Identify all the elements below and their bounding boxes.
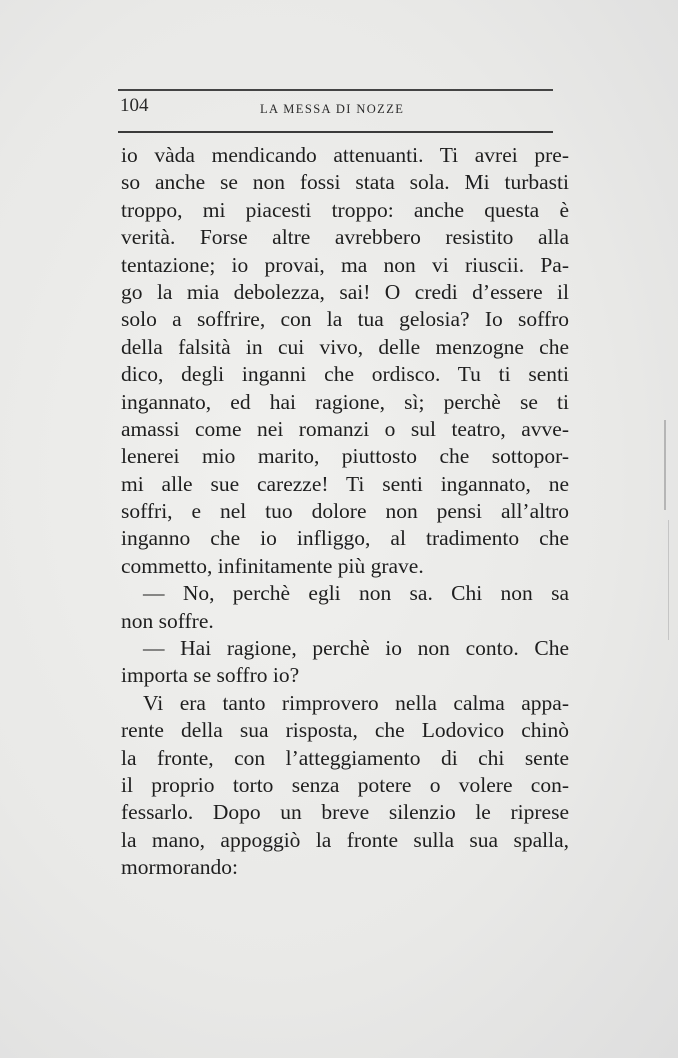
- text-line: — No, perchè egli non sa. Chi non sa: [143, 581, 569, 606]
- text-line: commetto, infinitamente più grave.: [121, 553, 424, 578]
- text-line: io vàda mendicando attenuanti. Ti avrei pre-: [121, 143, 569, 167]
- text-line: dico, degli inganni che ordisco. Tu ti senti: [121, 362, 569, 387]
- text-line: fessarlo. Dopo un breve silenzio le riprese: [121, 800, 569, 825]
- text-line: la fronte, con l’atteggiamento di chi sente: [121, 745, 569, 770]
- page-edge-shadow: [668, 520, 669, 640]
- text-line: soffri, e nel tuo dolore non pensi all’altro: [121, 499, 569, 524]
- text-line: Vi era tanto rimprovero nella calma appa-: [143, 690, 569, 715]
- body-text: [121, 142, 569, 882]
- running-header: [118, 93, 553, 123]
- text-line: mormorando:: [121, 855, 239, 880]
- text-line: lenerei mio marito, piuttosto che sottopor-: [121, 444, 569, 469]
- text-line: della falsità in cui vivo, delle menzogne che: [121, 334, 569, 359]
- text-line: solo a soffrire, con la tua gelosia? Io soffro: [121, 307, 569, 332]
- text-line: so anche se non fossi stata sola. Mi turbasti: [121, 170, 569, 195]
- text-line: rente della sua risposta, che Lodovico chinò: [121, 718, 569, 743]
- text-line: amassi come nei romanzi o sul teatro, avve-: [121, 416, 569, 441]
- page-number: 104: [120, 95, 149, 116]
- page-edge-shadow: [664, 420, 666, 510]
- text-line: ingannato, ed hai ragione, sì; perchè se ti: [121, 389, 569, 414]
- text-line: — Hai ragione, perchè io non conto. Che: [143, 636, 569, 661]
- text-line: mi alle sue carezze! Ti senti ingannato, ne: [121, 471, 569, 496]
- text-line: troppo, mi piacesti troppo: anche questa è: [121, 197, 569, 222]
- text-line: inganno che io infliggo, al tradimento che: [121, 526, 569, 551]
- text-line: il proprio torto senza potere o volere con-: [121, 772, 569, 797]
- text-line: go la mia debolezza, sai! O credi d’essere il: [121, 279, 569, 304]
- running-title: LA MESSA DI NOZZE: [260, 102, 405, 116]
- text-line: importa se soffro io?: [121, 663, 300, 688]
- text-line: non soffre.: [121, 608, 214, 633]
- header-bottom-rule: [118, 131, 553, 133]
- header-top-rule: [118, 89, 553, 91]
- text-line: verità. Forse altre avrebbero resistito alla: [121, 225, 569, 250]
- text-line: tentazione; io provai, ma non vi riuscii. Pa-: [121, 252, 569, 277]
- text-line: la mano, appoggiò la fronte sulla sua spalla,: [121, 827, 569, 852]
